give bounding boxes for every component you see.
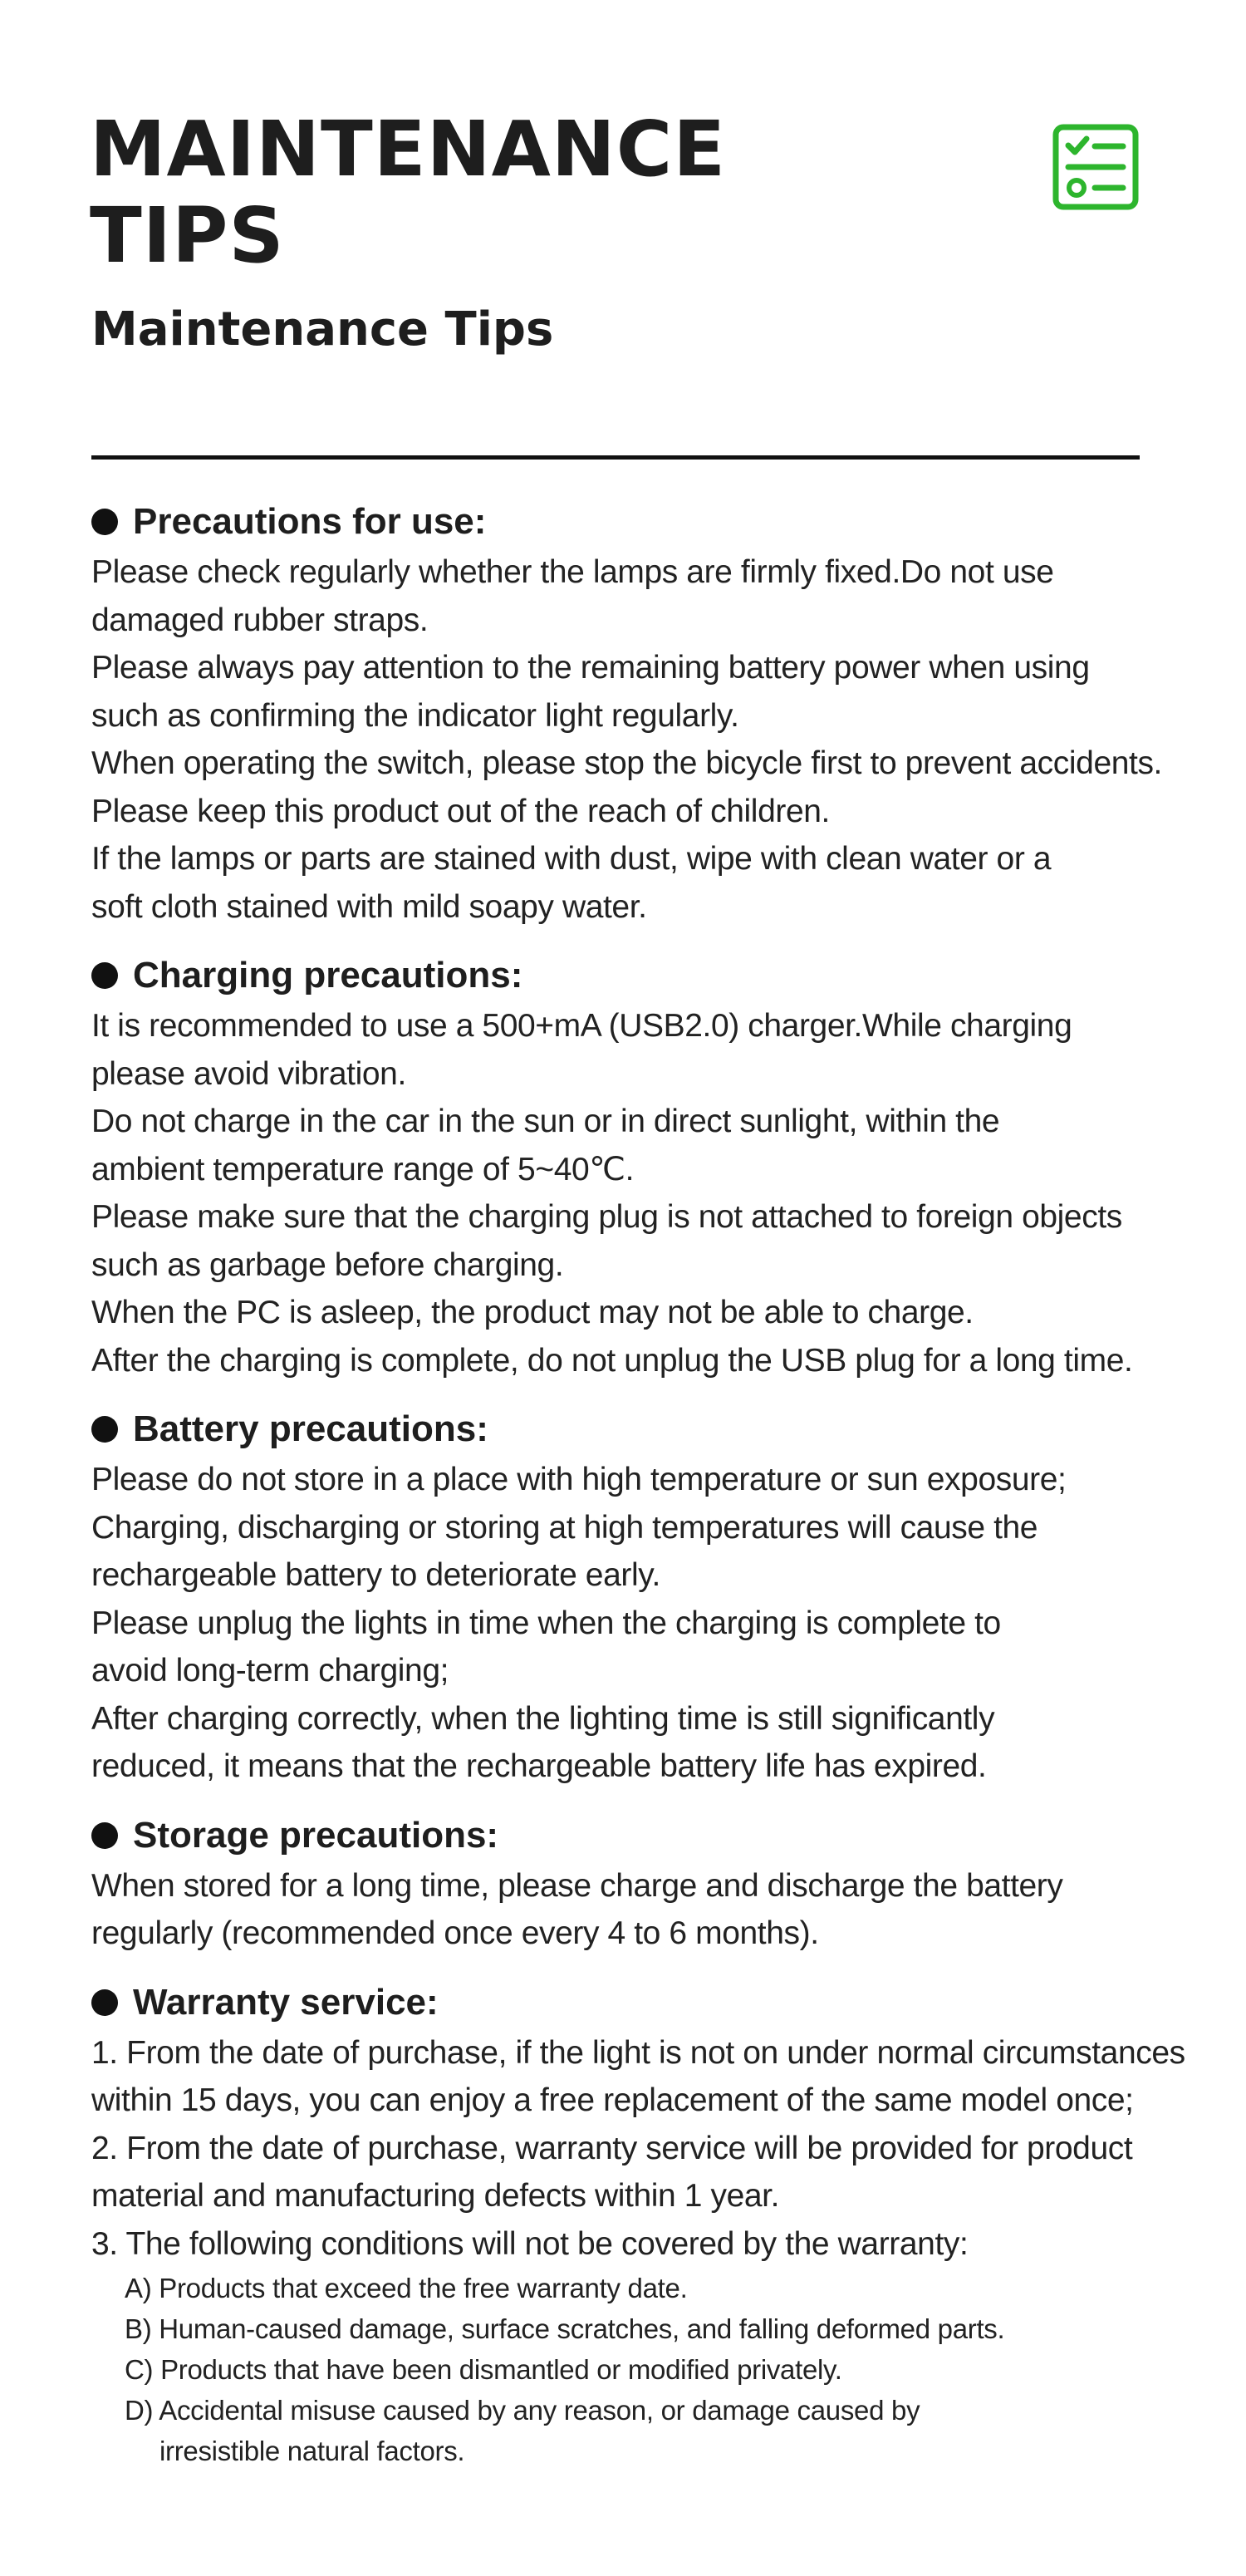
text-line: When the PC is asleep, the product may not be able to charge.: [91, 1295, 974, 1330]
text-line: 2. From the date of purchase, warranty service will be provided for product: [91, 2130, 1133, 2166]
section-warranty-service: [91, 1976, 1204, 2472]
text-line: Do not charge in the car in the sun or in direct sunlight, within the: [91, 1104, 1000, 1139]
text-line: rechargeable battery to deteriorate early.: [91, 1557, 660, 1593]
bullet-icon: [91, 962, 118, 989]
text-line: 1. From the date of purchase, if the light is not on under normal circumstances: [91, 2034, 1185, 2071]
text-line: damaged rubber straps.: [91, 602, 429, 638]
bullet-icon: [91, 1989, 118, 2016]
text-line: please avoid vibration.: [91, 1055, 406, 1092]
page-title: [90, 106, 726, 279]
text-line: Please unplug the lights in time when the charging is complete to: [91, 1605, 1001, 1641]
text-line: avoid long-term charging;: [91, 1653, 449, 1689]
section-heading: [91, 1403, 1204, 1456]
section-heading-text: Battery precautions:: [133, 1408, 488, 1449]
section-charging-precautions: [91, 949, 1204, 1384]
warranty-exclusion-item: A) Products that exceed the free warranty date.: [125, 2273, 688, 2303]
text-line: Please check regularly whether the lamps are firmly fixed.Do not use: [91, 554, 1054, 590]
header-divider: [91, 455, 1140, 460]
text-line: After charging correctly, when the lighting time is still significantly: [91, 1700, 995, 1737]
text-line: Please do not store in a place with high temperature or sun exposure;: [91, 1462, 1067, 1497]
text-line: After the charging is complete, do not unplug the USB plug for a long time.: [91, 1342, 1133, 1379]
bullet-icon: [91, 1416, 118, 1443]
bullet-icon: [91, 509, 118, 535]
warranty-exclusion-item: C) Products that have been dismantled or modified privately.: [125, 2354, 842, 2385]
text-line: Please keep this product out of the reach of children.: [91, 793, 830, 829]
warranty-exclusion-item: D) Accidental misuse caused by any reason, or damage caused by: [125, 2395, 920, 2426]
warranty-exclusion-item: B) Human-caused damage, surface scratches, and falling deformed parts.: [125, 2313, 1005, 2344]
page-subtitle: Maintenance Tips: [91, 302, 554, 356]
text-line: soft cloth stained with mild soapy water.: [91, 888, 647, 925]
text-line: 3. The following conditions will not be covered by the warranty:: [91, 2225, 969, 2262]
text-line: regularly (recommended once every 4 to 6 months).: [91, 1915, 819, 1951]
bullet-icon: [91, 1822, 118, 1849]
text-line: ambient temperature range of 5~40℃.: [91, 1151, 635, 1187]
section-heading-text: Storage precautions:: [133, 1814, 499, 1856]
section-precautions-for-use: [91, 495, 1204, 931]
section-heading-text: Charging precautions:: [133, 955, 523, 995]
section-storage-precautions: [91, 1809, 1204, 1958]
section-battery-precautions: [91, 1403, 1204, 1791]
page-title-line-1: MAINTENANCE: [90, 105, 727, 194]
section-heading: [91, 1976, 1204, 2029]
text-line: material and manufacturing defects within 1 year.: [91, 2178, 780, 2214]
text-line: Charging, discharging or storing at high temperatures will cause the: [91, 1509, 1038, 1546]
tips-content: [91, 495, 1204, 2490]
text-line: reduced, it means that the rechargeable battery life has expired.: [91, 1748, 987, 1784]
text-line: Please make sure that the charging plug is not attached to foreign objects: [91, 1199, 1122, 1235]
section-heading: [91, 495, 1204, 548]
text-line: such as confirming the indicator light regularly.: [91, 697, 739, 734]
warranty-exclusion-continuation: irresistible natural factors.: [159, 2436, 465, 2466]
text-line: It is recommended to use a 500+mA (USB2.0) charger.While charging: [91, 1008, 1072, 1044]
checklist-icon: [1052, 123, 1140, 211]
text-line: Please always pay attention to the remaining battery power when using: [91, 650, 1090, 686]
text-line: such as garbage before charging.: [91, 1246, 564, 1283]
text-line: within 15 days, you can enjoy a free replacement of the same model once;: [91, 2082, 1134, 2118]
page-title-line-2: TIPS: [90, 191, 285, 280]
section-heading-text: Precautions for use:: [133, 501, 487, 542]
section-heading: [91, 949, 1204, 1002]
text-line: When operating the switch, please stop the bicycle first to prevent accidents.: [91, 745, 1162, 781]
text-line: When stored for a long time, please charge and discharge the battery: [91, 1867, 1063, 1904]
text-line: If the lamps or parts are stained with dust, wipe with clean water or a: [91, 841, 1052, 877]
section-heading-text: Warranty service:: [133, 1981, 439, 2023]
section-heading: [91, 1809, 1204, 1862]
